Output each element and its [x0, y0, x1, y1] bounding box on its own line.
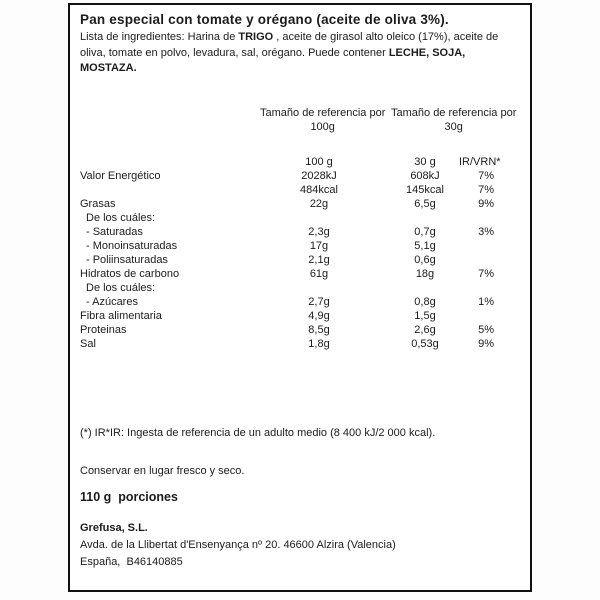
product-title: Pan especial con tomate y orégano (aceite de oliva 3%).	[80, 12, 449, 27]
value-per-30g-cell	[391, 211, 459, 225]
value-per-30g-cell: 0,8g	[414, 295, 436, 308]
nutrient-label-cell	[80, 183, 247, 197]
value-per-100g-cell: 61g	[309, 267, 329, 280]
nutrient-label-cell: Valor Energético	[80, 169, 161, 182]
nutrition-row	[80, 225, 494, 239]
value-per-30g-cell: 0,6g	[414, 253, 436, 266]
ir-vrn-percent-cell: 3%	[478, 225, 494, 238]
value-per-30g-cell: 0,53g	[411, 337, 439, 350]
value-per-100g-cell: 2028kJ	[301, 169, 337, 182]
nutrition-row	[80, 337, 494, 351]
ir-vrn-percent-cell: 9%	[478, 197, 494, 210]
nutrient-label-cell: Proteinas	[80, 323, 127, 336]
ir-vrn-percent-cell	[459, 239, 494, 253]
nutrition-row	[80, 169, 494, 183]
nutrient-label-cell: Sal	[80, 337, 96, 350]
value-per-100g-cell	[247, 281, 391, 295]
ir-vrn-percent-cell	[459, 281, 494, 295]
value-per-30g-cell: 6,5g	[414, 197, 436, 210]
value-per-100g-cell	[247, 211, 391, 225]
reference-size-30g-caption: Tamaño de referencia por	[391, 106, 517, 119]
ir-vrn-percent-cell: 7%	[478, 183, 494, 196]
column-header-ir-vrn: IR/VRN*	[459, 155, 501, 168]
value-per-100g-cell: 22g	[309, 197, 329, 210]
nutrient-label-cell: - Saturadas	[86, 225, 143, 238]
value-per-30g-cell: 0,7g	[414, 225, 436, 238]
ir-vrn-percent-cell	[459, 309, 494, 323]
column-header-30g: 30 g	[414, 155, 436, 168]
value-per-100g-cell: 1,8g	[308, 337, 330, 350]
company-country-id: España, B46140885	[80, 555, 183, 568]
reference-size-100g-value: 100g	[310, 120, 335, 133]
value-per-100g-cell: 484kcal	[300, 183, 338, 196]
nutrition-row	[80, 183, 494, 197]
reference-size-30g	[385, 106, 522, 134]
ir-vrn-percent-cell: 5%	[478, 323, 494, 336]
value-per-100g-cell: 2,7g	[308, 295, 330, 308]
nutrition-row	[80, 309, 494, 323]
value-per-100g-cell: 8,5g	[308, 323, 330, 336]
nutrient-label-cell: - Monoinsaturadas	[86, 239, 178, 252]
allergen-trigo: TRIGO	[238, 31, 274, 43]
storage-instructions: Conservar en lugar fresco y seco.	[80, 464, 245, 477]
nutrient-label-cell: Hidratos de carbono	[80, 267, 180, 280]
company-info	[80, 520, 522, 571]
company-address: Avda. de la Llibertat d'Ensenyança nº 20. 46600 Alzira (Valencia)	[80, 538, 396, 551]
nutrient-label-cell: - Azúcares	[86, 295, 138, 308]
nutrition-table	[80, 155, 501, 351]
nutrient-label-cell: De los cuáles:	[86, 281, 156, 294]
reference-size-header	[260, 106, 522, 134]
value-per-30g-cell: 18g	[415, 267, 435, 280]
nutrition-row	[80, 239, 494, 253]
nutrition-row	[80, 267, 494, 281]
value-per-100g-cell: 4,9g	[308, 309, 330, 322]
ir-vrn-percent-cell: 7%	[478, 267, 494, 280]
nutrition-row	[80, 253, 494, 267]
nutrition-table-header-row	[80, 155, 494, 169]
reference-intake-footnote: (*) IR*IR: Ingesta de referencia de un adulto medio (8 400 kJ/2 000 kcal).	[80, 426, 436, 439]
value-per-30g-cell: 608kJ	[410, 169, 440, 182]
nutrition-row	[80, 211, 494, 225]
reference-size-100g-caption: Tamaño de referencia por	[260, 106, 386, 119]
ir-vrn-percent-cell: 1%	[478, 295, 494, 308]
nutrition-label	[68, 3, 532, 592]
company-name: Grefusa, S.L.	[80, 521, 148, 534]
value-per-30g-cell: 145kcal	[406, 183, 444, 196]
reference-size-30g-value: 30g	[444, 120, 463, 133]
value-per-30g-cell: 2,6g	[414, 323, 436, 336]
nutrition-row	[80, 295, 494, 309]
column-header-100g: 100 g	[305, 155, 333, 168]
ingredients-paragraph	[80, 30, 522, 77]
nutrition-table-body	[80, 169, 494, 351]
ingredients-text: , aceite de girasol alto oleico (17%), aceite de oliva, tomate en polvo, levadura, sal, orégano. Puede contener	[80, 31, 499, 59]
value-per-30g-cell	[391, 281, 459, 295]
ir-vrn-percent-cell	[459, 211, 494, 225]
ir-vrn-percent-cell: 7%	[478, 169, 494, 182]
nutrient-label-cell: - Poliinsaturadas	[86, 253, 168, 266]
ingredients-text: Lista de ingredientes: Harina de	[80, 31, 239, 43]
reference-size-100g	[260, 106, 385, 134]
nutrition-row	[80, 197, 494, 211]
ir-vrn-percent-cell: 9%	[478, 337, 494, 350]
value-per-100g-cell: 2,3g	[308, 225, 330, 238]
nutrient-label-cell: De los cuáles:	[86, 211, 156, 224]
column-header-nutrient	[80, 155, 247, 169]
nutrition-row	[80, 281, 494, 295]
allergen-traces: LECHE, SOJA, MOSTAZA.	[80, 46, 466, 74]
portion-size: 110 g porciones	[80, 489, 178, 504]
nutrient-label-cell: Grasas	[80, 197, 116, 210]
nutrition-row	[80, 323, 494, 337]
value-per-30g-cell: 5,1g	[414, 239, 436, 252]
value-per-30g-cell: 1,5g	[414, 309, 436, 322]
nutrient-label-cell: Fibra alimentaria	[80, 309, 162, 322]
value-per-100g-cell: 2,1g	[308, 253, 330, 266]
ir-vrn-percent-cell	[459, 253, 494, 267]
value-per-100g-cell: 17g	[309, 239, 329, 252]
